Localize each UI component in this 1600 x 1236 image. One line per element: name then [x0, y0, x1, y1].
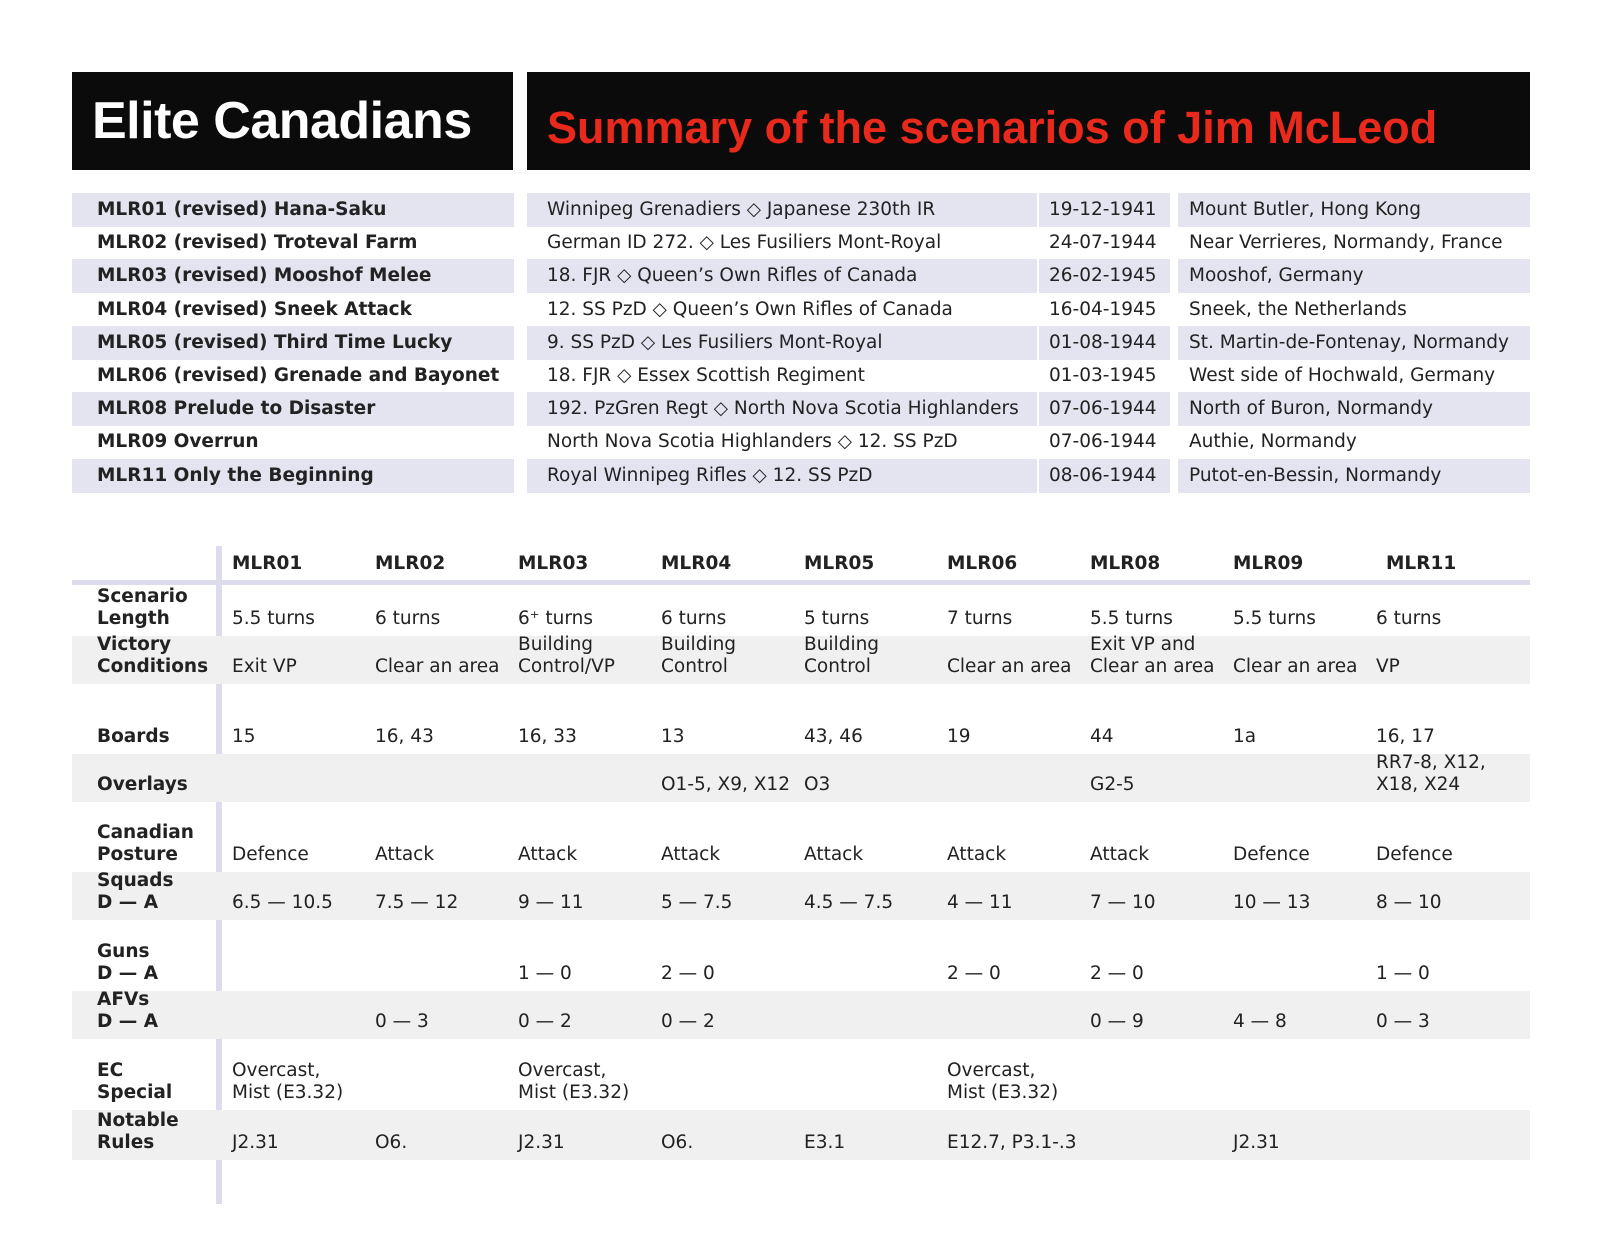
grid-row — [72, 754, 1530, 802]
scenario-row — [72, 392, 1530, 426]
scenario-location: Near Verrieres, Normandy, France — [1189, 232, 1503, 254]
scenario-units: Winnipeg Grenadiers ◇ Japanese 230th IR — [527, 193, 1037, 227]
scenario-date: 16-04-1945 — [1049, 298, 1157, 320]
grid-cell: 15 — [232, 726, 256, 747]
scenario-location: Authie, Normandy — [1189, 431, 1357, 453]
scenario-name: MLR11 Only the Beginning — [72, 459, 514, 493]
grid-cell: 19 — [947, 726, 971, 747]
page-title: Elite Canadians — [92, 92, 472, 150]
row-label: Victory Conditions — [97, 634, 209, 677]
grid-cell: 44 — [1090, 726, 1114, 747]
scenario-units: 12. SS PzD ◇ Queen’s Own Rifles of Canada — [547, 298, 953, 320]
scenario-location: St. Martin-de-Fontenay, Normandy — [1178, 326, 1530, 360]
grid-row — [72, 991, 1530, 1039]
row-label: Notable Rules — [97, 1110, 179, 1153]
column-header: MLR06 — [947, 553, 1018, 574]
subtitle-banner — [527, 72, 1530, 170]
column-header: MLR01 — [232, 553, 303, 574]
grid-row — [72, 802, 1530, 872]
scenario-date: 26-02-1945 — [1039, 259, 1170, 293]
grid-cell: Exit VP and Clear an area — [1090, 634, 1215, 677]
scenario-units: North Nova Scotia Highlanders ◇ 12. SS PzD — [547, 431, 958, 453]
grid-cell: 1 — 0 — [1376, 963, 1430, 984]
grid-cell: 6.5 — 10.5 — [232, 892, 333, 913]
grid-cell: Defence — [1233, 844, 1310, 865]
row-label: Overlays — [97, 774, 188, 795]
grid-cell: Building Control/VP — [518, 634, 615, 677]
scenario-name: MLR03 (revised) Mooshof Melee — [72, 259, 514, 293]
column-header: MLR11 — [1386, 553, 1457, 574]
grid-cell: 7.5 — 12 — [375, 892, 459, 913]
grid-cell: 16, 33 — [518, 726, 577, 747]
grid-cell: Clear an area — [375, 656, 500, 677]
grid-row — [72, 1110, 1530, 1160]
grid-cell: O6. — [661, 1132, 694, 1153]
grid-cell: O1-5, X9, X12 — [661, 774, 790, 795]
scenario-units: 9. SS PzD ◇ Les Fusiliers Mont-Royal — [527, 326, 1037, 360]
grid-cell: 16, 43 — [375, 726, 434, 747]
grid-cell: Overcast, Mist (E3.32) — [518, 1060, 630, 1103]
grid-cell: E12.7, P3.1-.3 — [947, 1132, 1077, 1153]
grid-cell: 6⁺ turns — [518, 608, 594, 629]
row-label: Boards — [97, 726, 170, 747]
grid-cell: 16, 17 — [1376, 726, 1435, 747]
grid-cell: 0 — 2 — [518, 1011, 572, 1032]
page-subtitle: Summary of the scenarios of Jim McLeod — [547, 102, 1438, 153]
grid-cell: Building Control — [661, 634, 737, 677]
grid-row — [72, 1039, 1530, 1110]
grid-cell: 4 — 8 — [1233, 1011, 1287, 1032]
grid-cell: Attack — [804, 844, 864, 865]
scenario-row — [72, 425, 1530, 459]
column-header: MLR04 — [661, 553, 732, 574]
scenario-name: MLR04 (revised) Sneek Attack — [97, 298, 412, 320]
scenario-name: MLR01 (revised) Hana-Saku — [72, 193, 514, 227]
scenario-name: MLR09 Overrun — [97, 431, 259, 453]
grid-cell: Overcast, Mist (E3.32) — [232, 1060, 344, 1103]
scenario-units: German ID 272. ◇ Les Fusiliers Mont-Royal — [547, 232, 942, 254]
grid-cell: 0 — 3 — [1376, 1011, 1430, 1032]
grid-cell: 6 turns — [661, 608, 727, 629]
grid-cell: G2-5 — [1090, 774, 1135, 795]
grid-row — [72, 585, 1530, 636]
grid-cell: 4 — 11 — [947, 892, 1013, 913]
scenario-date: 01-08-1944 — [1039, 326, 1170, 360]
column-header: MLR02 — [375, 553, 446, 574]
scenario-row — [72, 259, 1530, 293]
grid-cell: Attack — [661, 844, 721, 865]
scenario-units: 192. PzGren Regt ◇ North Nova Scotia Highlanders — [527, 392, 1037, 426]
grid-cell: 8 — 10 — [1376, 892, 1442, 913]
grid-cell: Defence — [1376, 844, 1453, 865]
scenario-row — [72, 359, 1530, 393]
scenario-location: Putot-en-Bessin, Normandy — [1178, 459, 1530, 493]
grid-cell: 5.5 turns — [1090, 608, 1173, 629]
grid-cell: 2 — 0 — [661, 963, 715, 984]
scenario-location: West side of Hochwald, Germany — [1189, 365, 1496, 386]
grid-cell: VP — [1376, 656, 1400, 677]
row-label: Canadian Posture — [97, 822, 194, 865]
scenario-location: Mooshof, Germany — [1178, 259, 1530, 293]
scenario-date: 24-07-1944 — [1049, 232, 1157, 254]
grid-cell: Overcast, Mist (E3.32) — [947, 1060, 1059, 1103]
scenario-location: North of Buron, Normandy — [1178, 392, 1530, 426]
grid-cell: 6 turns — [1376, 608, 1442, 629]
column-header: MLR05 — [804, 553, 875, 574]
scenario-units: Royal Winnipeg Rifles ◇ 12. SS PzD — [527, 459, 1037, 493]
column-header: MLR09 — [1233, 553, 1304, 574]
scenario-row — [72, 326, 1530, 360]
grid-cell: Attack — [375, 844, 435, 865]
scenario-date: 08-06-1944 — [1039, 459, 1170, 493]
grid-cell: 2 — 0 — [947, 963, 1001, 984]
scenario-units: 18. FJR ◇ Essex Scottish Regiment — [547, 365, 865, 386]
row-label: AFVs D — A — [97, 989, 159, 1032]
grid-cell: RR7-8, X12, X18, X24 — [1376, 752, 1486, 795]
scenario-row — [72, 193, 1530, 227]
grid-cell: 10 — 13 — [1233, 892, 1311, 913]
grid-cell: 5 turns — [804, 608, 870, 629]
grid-header-divider — [72, 580, 1530, 585]
grid-cell: 5.5 turns — [1233, 608, 1316, 629]
grid-cell: 5 — 7.5 — [661, 892, 733, 913]
scenario-date: 01-03-1945 — [1049, 365, 1157, 386]
grid-row — [72, 636, 1530, 684]
scenario-name: MLR06 (revised) Grenade and Bayonet — [97, 365, 500, 386]
grid-cell: 9 — 11 — [518, 892, 584, 913]
grid-cell: 7 turns — [947, 608, 1013, 629]
grid-cell: E3.1 — [804, 1132, 846, 1153]
scenario-name: MLR05 (revised) Third Time Lucky — [72, 326, 514, 360]
grid-cell: 1a — [1233, 726, 1257, 747]
grid-cell: 0 — 3 — [375, 1011, 429, 1032]
grid-cell: Attack — [1090, 844, 1150, 865]
title-banner — [72, 72, 513, 170]
scenario-date: 07-06-1944 — [1039, 392, 1170, 426]
row-label: Squads D — A — [97, 870, 174, 913]
scenario-location: Sneek, the Netherlands — [1189, 298, 1407, 320]
grid-cell: J2.31 — [518, 1132, 565, 1153]
grid-cell: Attack — [518, 844, 578, 865]
row-label: EC Special — [97, 1060, 173, 1103]
scenario-row — [72, 293, 1530, 327]
scenario-name: MLR02 (revised) Troteval Farm — [97, 232, 418, 254]
grid-row — [72, 872, 1530, 920]
scenario-date: 07-06-1944 — [1049, 431, 1157, 453]
grid-cell: 2 — 0 — [1090, 963, 1144, 984]
grid-cell: 5.5 turns — [232, 608, 315, 629]
grid-cell: 0 — 9 — [1090, 1011, 1144, 1032]
column-header: MLR08 — [1090, 553, 1161, 574]
grid-row — [72, 684, 1530, 754]
grid-cell: 6 turns — [375, 608, 441, 629]
grid-row — [72, 920, 1530, 991]
row-label: Scenario Length — [97, 586, 188, 629]
scenario-location: Mount Butler, Hong Kong — [1178, 193, 1530, 227]
scenario-row — [72, 226, 1530, 260]
grid-cell: Attack — [947, 844, 1007, 865]
scenario-name: MLR08 Prelude to Disaster — [72, 392, 514, 426]
column-header: MLR03 — [518, 553, 589, 574]
grid-cell: Exit VP — [232, 656, 297, 677]
grid-cell: Clear an area — [947, 656, 1072, 677]
scenario-date: 19-12-1941 — [1039, 193, 1170, 227]
grid-cell: J2.31 — [1233, 1132, 1280, 1153]
scenario-row — [72, 459, 1530, 493]
grid-cell: 1 — 0 — [518, 963, 572, 984]
grid-cell: Clear an area — [1233, 656, 1358, 677]
scenario-units: 18. FJR ◇ Queen’s Own Rifles of Canada — [527, 259, 1037, 293]
grid-cell: Building Control — [804, 634, 880, 677]
grid-cell: 43, 46 — [804, 726, 863, 747]
grid-cell: 4.5 — 7.5 — [804, 892, 894, 913]
grid-cell: O6. — [375, 1132, 408, 1153]
grid-cell: 0 — 2 — [661, 1011, 715, 1032]
grid-cell: Defence — [232, 844, 309, 865]
row-label: Guns D — A — [97, 941, 159, 984]
grid-cell: 13 — [661, 726, 685, 747]
grid-cell: 7 — 10 — [1090, 892, 1156, 913]
grid-cell: O3 — [804, 774, 831, 795]
grid-cell: J2.31 — [232, 1132, 279, 1153]
